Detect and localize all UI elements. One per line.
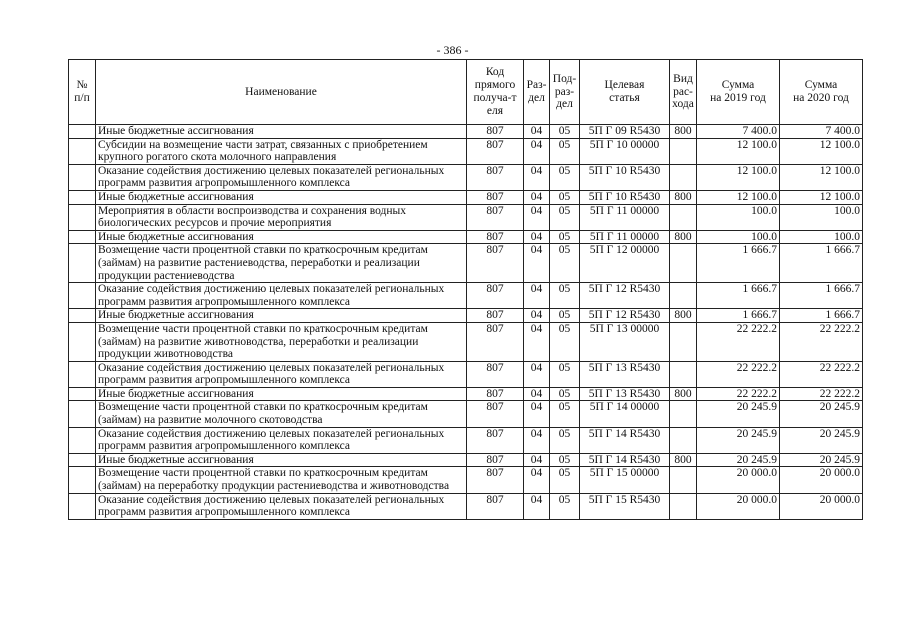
cell-sum-2020: 22 222.2 xyxy=(780,322,863,361)
cell-subsection: 05 xyxy=(550,427,580,453)
header-subsection: Под- раз- дел xyxy=(550,60,580,125)
cell-section: 04 xyxy=(524,125,550,139)
cell-sum-2019: 100.0 xyxy=(697,204,780,230)
cell-target: 5П Г 13 00000 xyxy=(580,322,670,361)
cell-sum-2020: 20 245.9 xyxy=(780,401,863,427)
cell-name: Мероприятия в области воспроизводства и сохранения водных биологических ресурсов и прочие мероприятия xyxy=(96,204,467,230)
cell-name: Субсидии на возмещение части затрат, связанных с приобретением крупного рогатого скота молочного направления xyxy=(96,138,467,164)
cell-target: 5П Г 14 00000 xyxy=(580,401,670,427)
cell-code: 807 xyxy=(467,309,524,323)
cell-type xyxy=(670,467,697,493)
table-row xyxy=(69,138,863,164)
cell-type xyxy=(670,322,697,361)
header-type: Вид рас- хода xyxy=(670,60,697,125)
cell-type: 800 xyxy=(670,309,697,323)
cell-sum-2020: 12 100.0 xyxy=(780,138,863,164)
cell-section: 04 xyxy=(524,283,550,309)
cell-type xyxy=(670,283,697,309)
cell-subsection: 05 xyxy=(550,230,580,244)
cell-name: Оказание содействия достижению целевых показателей региональных программ развития агропромышленного комплекса xyxy=(96,361,467,387)
cell-sum-2019: 1 666.7 xyxy=(697,244,780,283)
cell-sum-2019: 22 222.2 xyxy=(697,361,780,387)
header-name: Наименование xyxy=(96,60,467,125)
cell-name: Иные бюджетные ассигнования xyxy=(96,230,467,244)
cell-section: 04 xyxy=(524,427,550,453)
cell-num xyxy=(69,125,96,139)
cell-num xyxy=(69,204,96,230)
cell-target: 5П Г 12 00000 xyxy=(580,244,670,283)
cell-name: Иные бюджетные ассигнования xyxy=(96,125,467,139)
cell-code: 807 xyxy=(467,125,524,139)
cell-code: 807 xyxy=(467,283,524,309)
cell-sum-2019: 100.0 xyxy=(697,230,780,244)
cell-section: 04 xyxy=(524,453,550,467)
cell-name: Оказание содействия достижению целевых показателей региональных программ развития агропромышленного комплекса xyxy=(96,427,467,453)
cell-name: Иные бюджетные ассигнования xyxy=(96,190,467,204)
page-number: - 386 - xyxy=(436,43,469,57)
cell-section: 04 xyxy=(524,309,550,323)
cell-code: 807 xyxy=(467,467,524,493)
header-section: Раз- дел xyxy=(524,60,550,125)
cell-subsection: 05 xyxy=(550,361,580,387)
cell-target: 5П Г 13 R5430 xyxy=(580,387,670,401)
table-row xyxy=(69,493,863,519)
cell-name: Иные бюджетные ассигнования xyxy=(96,453,467,467)
cell-sum-2020: 12 100.0 xyxy=(780,164,863,190)
cell-subsection: 05 xyxy=(550,125,580,139)
cell-sum-2020: 22 222.2 xyxy=(780,361,863,387)
cell-type: 800 xyxy=(670,453,697,467)
cell-section: 04 xyxy=(524,204,550,230)
cell-target: 5П Г 10 00000 xyxy=(580,138,670,164)
cell-type: 800 xyxy=(670,125,697,139)
cell-type xyxy=(670,204,697,230)
cell-subsection: 05 xyxy=(550,164,580,190)
table-body xyxy=(69,125,863,520)
cell-num xyxy=(69,138,96,164)
cell-sum-2019: 20 245.9 xyxy=(697,401,780,427)
table-row xyxy=(69,467,863,493)
cell-sum-2020: 1 666.7 xyxy=(780,244,863,283)
table-row xyxy=(69,125,863,139)
header-target: Целевая статья xyxy=(580,60,670,125)
cell-target: 5П Г 10 R5430 xyxy=(580,190,670,204)
cell-subsection: 05 xyxy=(550,387,580,401)
cell-type xyxy=(670,138,697,164)
cell-num xyxy=(69,361,96,387)
cell-target: 5П Г 14 R5430 xyxy=(580,427,670,453)
cell-code: 807 xyxy=(467,138,524,164)
header-num: № п/п xyxy=(69,60,96,125)
cell-target: 5П Г 15 00000 xyxy=(580,467,670,493)
cell-sum-2020: 20 000.0 xyxy=(780,493,863,519)
table-row xyxy=(69,361,863,387)
cell-sum-2019: 20 000.0 xyxy=(697,467,780,493)
cell-target: 5П Г 09 R5430 xyxy=(580,125,670,139)
cell-num xyxy=(69,401,96,427)
cell-sum-2019: 12 100.0 xyxy=(697,190,780,204)
cell-num xyxy=(69,309,96,323)
cell-section: 04 xyxy=(524,230,550,244)
table-row xyxy=(69,230,863,244)
cell-name: Возмещение части процентной ставки по краткосрочным кредитам (займам) на переработку продукции растениеводства и животноводства xyxy=(96,467,467,493)
cell-code: 807 xyxy=(467,190,524,204)
table-row xyxy=(69,427,863,453)
cell-sum-2019: 20 245.9 xyxy=(697,453,780,467)
cell-sum-2019: 12 100.0 xyxy=(697,138,780,164)
cell-target: 5П Г 15 R5430 xyxy=(580,493,670,519)
cell-name: Возмещение части процентной ставки по краткосрочным кредитам (займам) на развитие молочного скотоводства xyxy=(96,401,467,427)
cell-type: 800 xyxy=(670,387,697,401)
cell-subsection: 05 xyxy=(550,309,580,323)
budget-table xyxy=(68,59,863,520)
cell-subsection: 05 xyxy=(550,190,580,204)
cell-type xyxy=(670,427,697,453)
cell-type xyxy=(670,493,697,519)
cell-subsection: 05 xyxy=(550,453,580,467)
header-code: Код прямого получа-т еля xyxy=(467,60,524,125)
table-row xyxy=(69,204,863,230)
cell-section: 04 xyxy=(524,467,550,493)
cell-target: 5П Г 11 00000 xyxy=(580,204,670,230)
cell-name: Оказание содействия достижению целевых показателей региональных программ развития агропромышленного комплекса xyxy=(96,164,467,190)
cell-name: Оказание содействия достижению целевых показателей региональных программ развития агропромышленного комплекса xyxy=(96,283,467,309)
cell-num xyxy=(69,190,96,204)
cell-num xyxy=(69,493,96,519)
cell-num xyxy=(69,322,96,361)
cell-sum-2020: 1 666.7 xyxy=(780,309,863,323)
table-row xyxy=(69,309,863,323)
table-row xyxy=(69,283,863,309)
cell-num xyxy=(69,244,96,283)
cell-subsection: 05 xyxy=(550,322,580,361)
cell-target: 5П Г 12 R5430 xyxy=(580,283,670,309)
cell-type: 800 xyxy=(670,230,697,244)
cell-code: 807 xyxy=(467,493,524,519)
header-row xyxy=(69,60,863,125)
cell-section: 04 xyxy=(524,244,550,283)
cell-target: 5П Г 13 R5430 xyxy=(580,361,670,387)
cell-target: 5П Г 12 R5430 xyxy=(580,309,670,323)
cell-name: Иные бюджетные ассигнования xyxy=(96,387,467,401)
table-row xyxy=(69,401,863,427)
cell-sum-2019: 20 000.0 xyxy=(697,493,780,519)
cell-subsection: 05 xyxy=(550,138,580,164)
cell-target: 5П Г 14 R5430 xyxy=(580,453,670,467)
cell-name: Иные бюджетные ассигнования xyxy=(96,309,467,323)
cell-section: 04 xyxy=(524,138,550,164)
cell-section: 04 xyxy=(524,164,550,190)
cell-subsection: 05 xyxy=(550,467,580,493)
table-row xyxy=(69,322,863,361)
header-sum-2019: Сумма на 2019 год xyxy=(697,60,780,125)
cell-sum-2020: 22 222.2 xyxy=(780,387,863,401)
cell-code: 807 xyxy=(467,427,524,453)
cell-num xyxy=(69,164,96,190)
cell-sum-2019: 22 222.2 xyxy=(697,322,780,361)
cell-subsection: 05 xyxy=(550,204,580,230)
cell-type xyxy=(670,401,697,427)
cell-num xyxy=(69,387,96,401)
table-row xyxy=(69,190,863,204)
cell-type xyxy=(670,361,697,387)
cell-sum-2019: 1 666.7 xyxy=(697,309,780,323)
table-row xyxy=(69,244,863,283)
cell-section: 04 xyxy=(524,387,550,401)
cell-name: Возмещение части процентной ставки по краткосрочным кредитам (займам) на развитие животноводства, переработки и реализации продукции животноводства xyxy=(96,322,467,361)
cell-section: 04 xyxy=(524,361,550,387)
cell-target: 5П Г 11 00000 xyxy=(580,230,670,244)
cell-sum-2020: 1 666.7 xyxy=(780,283,863,309)
cell-sum-2019: 7 400.0 xyxy=(697,125,780,139)
cell-subsection: 05 xyxy=(550,244,580,283)
cell-subsection: 05 xyxy=(550,493,580,519)
cell-section: 04 xyxy=(524,493,550,519)
table-row xyxy=(69,453,863,467)
cell-sum-2020: 7 400.0 xyxy=(780,125,863,139)
cell-code: 807 xyxy=(467,204,524,230)
cell-sum-2020: 20 245.9 xyxy=(780,427,863,453)
cell-sum-2020: 20 245.9 xyxy=(780,453,863,467)
cell-num xyxy=(69,453,96,467)
cell-code: 807 xyxy=(467,453,524,467)
cell-subsection: 05 xyxy=(550,401,580,427)
cell-num xyxy=(69,427,96,453)
cell-num xyxy=(69,283,96,309)
cell-code: 807 xyxy=(467,387,524,401)
cell-type xyxy=(670,244,697,283)
cell-num xyxy=(69,467,96,493)
cell-name: Оказание содействия достижению целевых показателей региональных программ развития агропромышленного комплекса xyxy=(96,493,467,519)
cell-sum-2019: 22 222.2 xyxy=(697,387,780,401)
cell-sum-2020: 100.0 xyxy=(780,230,863,244)
cell-sum-2019: 12 100.0 xyxy=(697,164,780,190)
cell-section: 04 xyxy=(524,322,550,361)
cell-type xyxy=(670,164,697,190)
cell-num xyxy=(69,230,96,244)
cell-sum-2020: 20 000.0 xyxy=(780,467,863,493)
cell-section: 04 xyxy=(524,190,550,204)
cell-code: 807 xyxy=(467,322,524,361)
cell-code: 807 xyxy=(467,244,524,283)
cell-target: 5П Г 10 R5430 xyxy=(580,164,670,190)
table-row xyxy=(69,164,863,190)
cell-code: 807 xyxy=(467,361,524,387)
cell-sum-2019: 20 245.9 xyxy=(697,427,780,453)
cell-sum-2020: 100.0 xyxy=(780,204,863,230)
cell-sum-2020: 12 100.0 xyxy=(780,190,863,204)
cell-subsection: 05 xyxy=(550,283,580,309)
header-sum-2020: Сумма на 2020 год xyxy=(780,60,863,125)
cell-section: 04 xyxy=(524,401,550,427)
cell-code: 807 xyxy=(467,401,524,427)
table-row xyxy=(69,387,863,401)
cell-code: 807 xyxy=(467,230,524,244)
cell-code: 807 xyxy=(467,164,524,190)
cell-name: Возмещение части процентной ставки по краткосрочным кредитам (займам) на развитие растениеводства, переработки и реализации продукции растениеводства xyxy=(96,244,467,283)
cell-sum-2019: 1 666.7 xyxy=(697,283,780,309)
cell-type: 800 xyxy=(670,190,697,204)
